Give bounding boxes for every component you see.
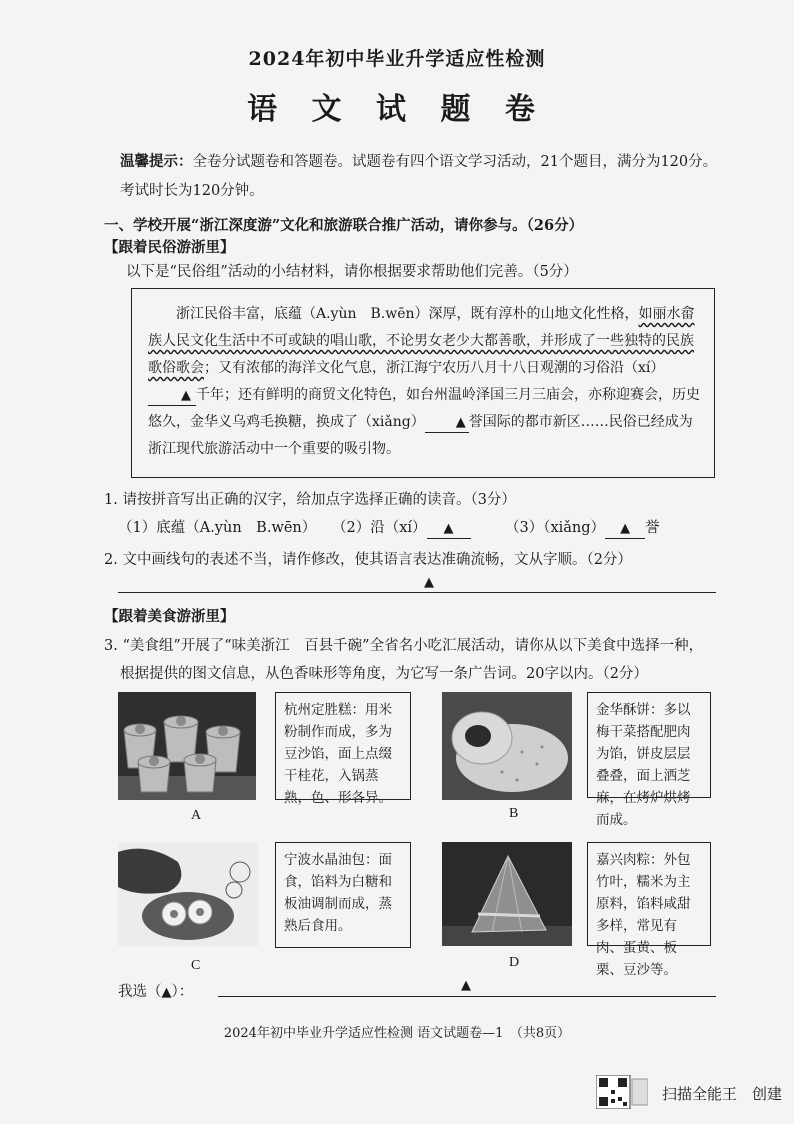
question-2: 2. 文中画线句的表述不当，请作修改，使其语言表达准确流畅，文从字顺。（2分） (104, 552, 632, 568)
food-caption-d: 嘉兴肉粽：外包竹叶，糯米为主原料，馅料咸甜多样，常见有肉、蛋黄、板栗、豆沙等。 (587, 842, 711, 946)
choose-prompt: 我选（▲）： (118, 984, 194, 1000)
scanner-watermark (596, 1075, 786, 1111)
choose-answer-mark[interactable]: ▲ (161, 985, 172, 1000)
tips-line2: 考试时长为120分钟。 (120, 183, 264, 199)
page-footer: 2024年初中毕业升学适应性检测 语文试题卷—1 （共8页） (223, 1026, 571, 1041)
part1-title: 【跟着民俗游浙里】 (104, 239, 235, 256)
question-3-line1: 3. “美食组”开展了“味美浙江 百县千碗”全省名小吃汇展活动，请你从以下美食中选择一种， (104, 638, 704, 654)
q1-answer-blank-3[interactable]: ▲ (605, 520, 645, 539)
paper-subtitle: 语 文 试 题 卷 (247, 92, 547, 127)
q2-answer-mark: ▲ (424, 575, 434, 590)
part1-intro: 以下是“民俗组”活动的小结材料，请你根据要求帮助他们完善。（5分） (126, 264, 578, 280)
zongzi-icon (442, 842, 572, 946)
ad-answer-mark: ▲ (461, 978, 471, 993)
food-label-c: C (191, 958, 201, 973)
tips-line1: 温馨提示：全卷分试题卷和答题卷。试题卷有四个语文学习活动，21个题目，满分为120分。 (120, 153, 718, 170)
food-caption-a: 杭州定胜糕：用米粉制作而成，多为豆沙馅，面上点缀干桂花，入锅蒸熟，色、形各异。 (275, 692, 411, 800)
exam-title: 2024年初中毕业升学适应性检测 (248, 48, 546, 70)
answer-blank-xiang[interactable]: ▲ (425, 414, 469, 433)
food-photo-a (118, 692, 256, 800)
passage-box (131, 288, 715, 478)
food-photo-d (442, 842, 572, 946)
food-label-b: B (509, 806, 519, 821)
section-heading: 一、学校开展“浙江深度游”文化和旅游联合推广活动，请你参与。（26分） (104, 217, 584, 234)
ad-answer-line[interactable] (218, 996, 716, 997)
question-1: 1. 请按拼音写出正确的汉字，给加点字选择正确的读音。（3分） (104, 492, 516, 508)
passage-text: 浙江民俗丰富，底蕴（A.yùn B.wēn）深厚，既有淳朴的山地文化性格，如丽水畲族人民文化生活中不可或缺的唱山歌，不论男女老少大都善歌，并形成了一些独特的民族歌俗歌会；又有浓郁的海洋文化气息，浙江海宁农历八月十八日观潮的习俗沿（xí）▲ 千年；还有鲜明的商贸文化特色，如台州温岭泽国三月三庙会，亦称迎赛会，历史悠久，金华义乌鸡毛换糖，换成了（xiǎng） ▲ 誉国际的都市新区……民俗已经成为浙江现代旅游活动中一个重要的吸引物。 (148, 306, 700, 457)
q1-option3: （3）（xiǎng） ▲ 誉 (505, 518, 660, 539)
tips-label: 温馨提示： (120, 153, 193, 170)
qr-logo-icon (596, 1075, 648, 1109)
q1-option2: （2）沿（xí） ▲ (332, 518, 471, 539)
food-photo-b (442, 692, 572, 800)
food-label-a: A (191, 808, 202, 823)
q1-answer-blank-2[interactable]: ▲ (427, 520, 471, 539)
q1-option1: （1）底蕴（A.yùn B.wēn） (118, 520, 317, 536)
crystal-bun-icon (118, 842, 258, 946)
food-photo-c (118, 842, 258, 946)
part2-title: 【跟着美食游浙里】 (104, 608, 235, 625)
question-3-line2: 根据提供的图文信息，从色香味形等角度，为它写一条广告词。20字以内。（2分） (120, 666, 648, 682)
watermark-text: 扫描全能王 创建 (662, 1085, 783, 1103)
food-label-d: D (509, 955, 520, 970)
answer-blank-xi[interactable]: ▲ (148, 387, 196, 406)
q2-answer-line[interactable] (118, 592, 716, 593)
food-caption-b: 金华酥饼：多以梅干菜搭配肥肉为馅，饼皮层层叠叠，面上洒芝麻，在烤炉烘烤而成。 (587, 692, 711, 798)
crispy-pastry-icon (442, 692, 572, 800)
dingsheng-cake-icon (118, 692, 256, 800)
underlined-sentence: 如丽水畲族人民文化生活中不可或缺的唱山歌，不论男女老少大都善歌，并形成了一些独特的民族歌俗歌会 (148, 306, 695, 376)
food-caption-c: 宁波水晶油包：面食，馅料为白糖和板油调制而成，蒸熟后食用。 (275, 842, 411, 948)
